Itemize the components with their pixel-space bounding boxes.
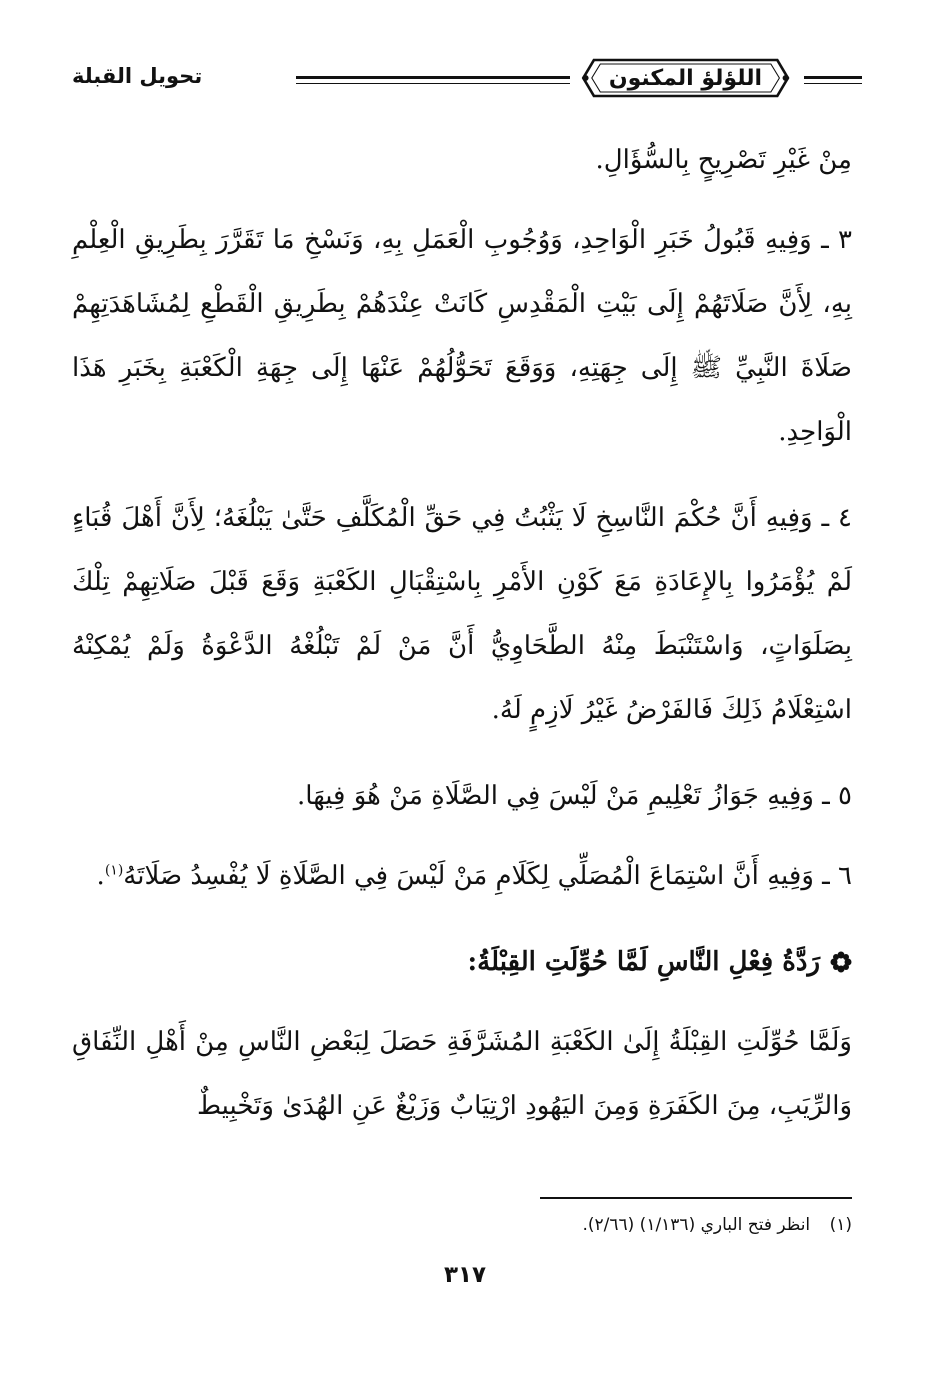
flower-ornament-icon <box>830 951 852 973</box>
paragraph-continuation: مِنْ غَيْرِ تَصْرِيحٍ بِالسُّؤَالِ. <box>595 145 852 175</box>
paragraph-point-6-end: . <box>96 861 105 891</box>
paragraph-point-6 <box>72 844 852 908</box>
paragraph-point-4: ٤ ـ وَفِيهِ أَنَّ حُكْمَ النَّاسِخِ لَا يَثْبُتُ فِي حَقِّ الْمُكَلَّفِ حَتَّىٰ يَبْلُغَهُ؛ لِأَنَّ أَهْلَ قُبَاءٍ لَمْ يُؤْمَرُوا بِالإِعَادَةِ مَعَ كَوْنِ الأَمْرِ بِاسْتِقْبَالِ الكَعْبَةِ وَقَعَ قَبْلَ صَلَاتِهِمْ تِلْكَ بِصَلَوَاتٍ، وَاسْتَنْبَطَ مِنْهُ الطَّحَاوِيُّ أَنَّ مَنْ لَمْ تَبْلُغْهُ الدَّعْوَةُ وَلَمْ يُمْكِنْهُ اسْتِعْلَامُ ذَلِكَ فَالفَرْضُ غَيْرُ لَازِمٍ لَهُ. <box>72 503 852 725</box>
header-rule-middle <box>296 76 570 84</box>
chapter-title: تحويل القبلة <box>72 64 203 88</box>
running-header <box>72 50 862 112</box>
book-title-badge <box>579 56 792 100</box>
footnote-divider <box>540 1197 852 1199</box>
paragraph-point-5: ٥ ـ وَفِيهِ جَوَازُ تَعْلِيمِ مَنْ لَيْسَ فِي الصَّلَاةِ مَنْ هُوَ فِيهَا. <box>297 781 852 811</box>
footnote-number: (١) <box>829 1215 852 1235</box>
footnote-reference: (١) <box>104 862 124 879</box>
section-heading <box>72 930 852 994</box>
main-text <box>72 128 852 1160</box>
paragraph-reaction: وَلَمَّا حُوِّلَتِ القِبْلَةُ إِلَىٰ الكَعْبَةِ المُشَرَّفَةِ حَصَلَ لِبَعْضِ النَّاسِ مِنْ أَهْلِ النِّفَاقِ وَالرِّيَبِ، مِنَ الكَفَرَةِ وَمِنَ اليَهُودِ ارْتِيَابٌ وَزَيْغٌ عَنِ الهُدَىٰ وَتَخْبِيطٌ <box>72 1027 852 1121</box>
section-heading-text: رَدَّةُ فِعْلِ النَّاسِ لَمَّا حُوِّلَتِ القِبْلَةُ: <box>467 947 820 977</box>
page-number: ٣١٧ <box>443 1262 487 1288</box>
footnote <box>72 1210 852 1240</box>
paragraph-point-3: ٣ ـ وَفِيهِ قَبُولُ خَبَرِ الْوَاحِدِ، وَوُجُوبِ الْعَمَلِ بِهِ، وَنَسْخِ مَا تَقَرَّرَ بِطَرِيقِ الْعِلْمِ بِهِ، لِأَنَّ صَلَاتَهُمْ إِلَى بَيْتِ الْمَقْدِسِ كَانَتْ عِنْدَهُمْ بِطَرِيقِ الْقَطْعِ لِمُشَاهَدَتِهِمْ صَلَاةَ النَّبِيِّ ﷺ إِلَى جِهَتِهِ، وَوَقَعَ تَحَوُّلُهُمْ عَنْهَا إِلَى جِهَةِ الْكَعْبَةِ بِخَبَرِ هَذَا الْوَاحِدِ. <box>72 225 852 447</box>
header-rule-right <box>804 76 862 84</box>
book-title: اللؤلؤ المكنون <box>608 65 762 91</box>
footnote-text: انظر فتح الباري (١/١٣٦) (٢/٦٦). <box>582 1215 811 1235</box>
paragraph-point-6-text: ٦ ـ وَفِيهِ أَنَّ اسْتِمَاعَ الْمُصَلِّي لِكَلَامِ مَنْ لَيْسَ فِي الصَّلَاةِ لَا يُفْسِدُ صَلَاتَهُ <box>123 861 852 891</box>
